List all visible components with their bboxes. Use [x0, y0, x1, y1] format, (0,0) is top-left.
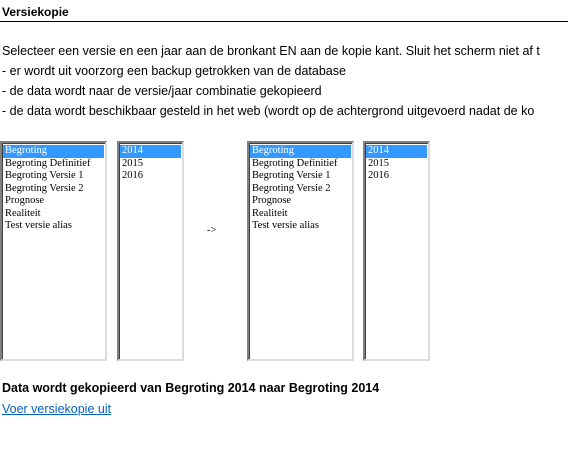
instruction-line: - de data wordt naar de versie/jaar combinatie gekopieerd — [2, 84, 322, 98]
source-year-option[interactable]: 2015 — [122, 157, 143, 169]
source-year-option[interactable]: 2014 — [120, 145, 181, 158]
copy-direction-arrow: -> — [207, 225, 217, 236]
target-version-option[interactable]: Prognose — [252, 195, 292, 206]
source-version-option[interactable]: Test versie alias — [5, 220, 72, 231]
source-version-option[interactable]: Realiteit — [5, 207, 41, 219]
instruction-line: - de data wordt beschikbaar gesteld in het web (wordt op de achtergrond uitgevoerd nadat de ko — [2, 104, 535, 118]
target-year-option[interactable]: 2016 — [368, 170, 389, 181]
page-title: Versiekopie — [2, 5, 69, 19]
source-version-option[interactable]: Begroting Versie 1 — [5, 170, 84, 181]
copy-status-message: Data wordt gekopieerd van Begroting 2014 naar Begroting 2014 — [2, 381, 380, 395]
source-year-listbox[interactable] — [117, 141, 184, 361]
source-version-option[interactable]: Prognose — [5, 195, 45, 206]
instruction-line: Selecteer een versie en een jaar aan de bronkant EN aan de kopie kant. Sluit het scherm niet af t — [2, 44, 540, 58]
source-version-option[interactable]: Begroting — [3, 145, 104, 158]
instructions — [2, 41, 540, 121]
source-version-option[interactable]: Begroting Versie 2 — [5, 182, 84, 194]
target-version-option[interactable]: Begroting Versie 1 — [252, 170, 331, 181]
target-year-listbox[interactable] — [363, 141, 430, 361]
source-year-option[interactable]: 2016 — [122, 170, 143, 181]
target-version-option[interactable]: Begroting Versie 2 — [252, 182, 331, 194]
target-version-option[interactable]: Begroting — [250, 145, 351, 158]
target-version-option[interactable]: Realiteit — [252, 207, 288, 219]
instruction-line: - er wordt uit voorzorg een backup getrokken van de database — [2, 64, 346, 78]
run-version-copy-link[interactable]: Voer versiekopie uit — [2, 402, 112, 416]
source-version-option[interactable]: Begroting Definitief — [5, 157, 91, 169]
target-year-option[interactable]: 2014 — [366, 145, 427, 158]
target-version-option[interactable]: Test versie alias — [252, 220, 319, 231]
title-divider — [0, 21, 568, 22]
target-version-listbox[interactable] — [247, 141, 354, 361]
target-year-option[interactable]: 2015 — [368, 157, 389, 169]
source-version-listbox[interactable] — [0, 141, 107, 361]
target-version-option[interactable]: Begroting Definitief — [252, 157, 338, 169]
